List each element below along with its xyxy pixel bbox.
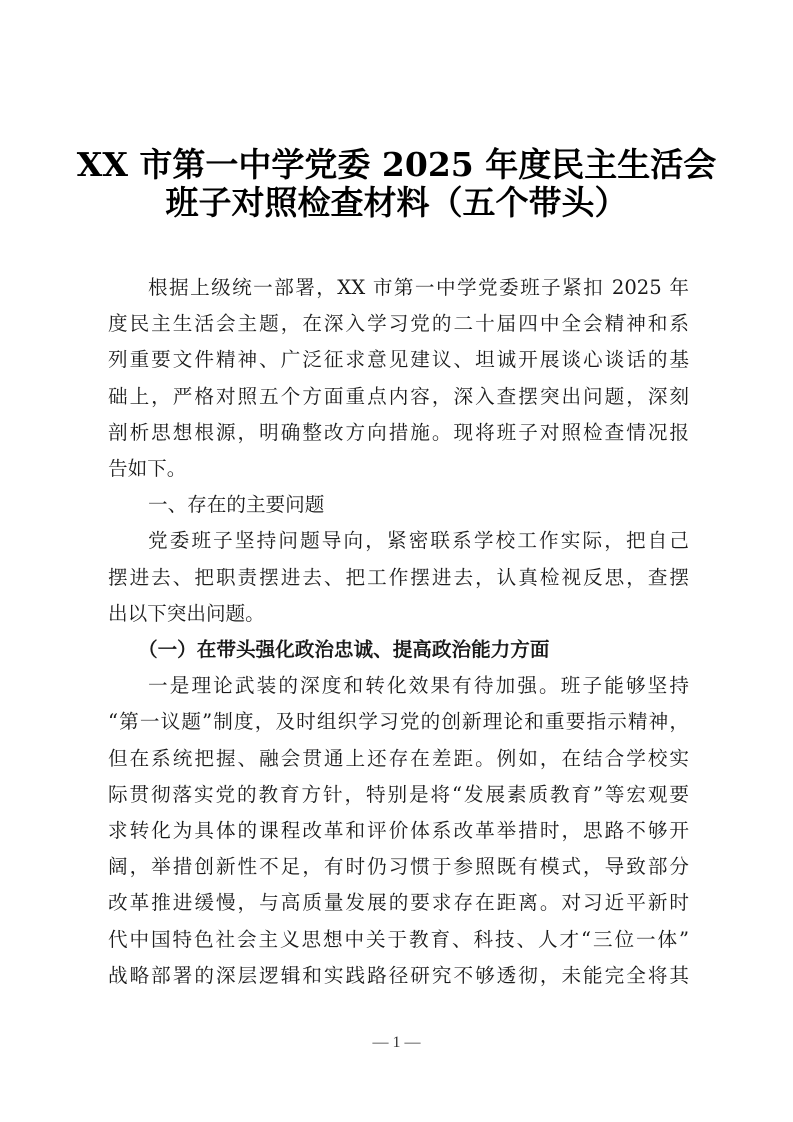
section-heading-1 bbox=[108, 487, 689, 523]
document-body bbox=[108, 270, 689, 994]
text-line: 一是理论武装的深度和转化效果有待加强。班子能够坚持 bbox=[148, 674, 689, 698]
text-line: 告如下。 bbox=[108, 457, 187, 481]
section-heading-2 bbox=[108, 632, 689, 668]
text-line: 求转化为具体的课程改革和评价体系改革举措时，思路不够开 bbox=[108, 819, 689, 843]
paragraph-theory bbox=[108, 668, 689, 994]
page-number: — 1 — bbox=[372, 1034, 421, 1051]
heading-text: （一）在带头强化政治忠诚、提高政治能力方面 bbox=[138, 638, 550, 662]
title-line-1: XX 市第一中学党委 2025 年度民主生活会 bbox=[76, 145, 717, 184]
document-title bbox=[60, 146, 733, 222]
text-line: 剖析思想根源，明确整改方向措施。现将班子对照检查情况报 bbox=[108, 420, 689, 444]
paragraph-problems-intro bbox=[108, 523, 689, 632]
text-line: 党委班子坚持问题导向，紧密联系学校工作实际，把自己 bbox=[148, 529, 689, 553]
text-line: 际贯彻落实党的教育方针，特别是将“发展素质教育”等宏观要 bbox=[108, 782, 689, 806]
text-line: 摆进去、把职责摆进去、把工作摆进去，认真检视反思，查摆 bbox=[108, 565, 689, 589]
text-line: 代中国特色社会主义思想中关于教育、科技、人才“三位一体” bbox=[108, 927, 689, 951]
text-line: 战略部署的深层逻辑和实践路径研究不够透彻，未能完全将其 bbox=[108, 963, 689, 987]
title-line-2: 班子对照检查材料（五个带头） bbox=[165, 183, 628, 222]
text-line: 列重要文件精神、广泛征求意见建议、坦诚开展谈心谈话的基 bbox=[108, 348, 689, 372]
text-line: 出以下突出问题。 bbox=[108, 601, 265, 625]
text-line: 但在系统把握、融会贯通上还存在差距。例如，在结合学校实 bbox=[108, 746, 689, 770]
paragraph-intro bbox=[108, 270, 689, 487]
text-line: “第一议题”制度，及时组织学习党的创新理论和重要指示精神， bbox=[108, 710, 689, 734]
text-line: 改革推进缓慢，与高质量发展的要求存在距离。对习近平新时 bbox=[108, 891, 689, 915]
text-line: 度民主生活会主题，在深入学习党的二十届四中全会精神和系 bbox=[108, 312, 689, 336]
text-line: 础上，严格对照五个方面重点内容，深入查摆突出问题，深刻 bbox=[108, 384, 689, 408]
text-line: 根据上级统一部署，XX 市第一中学党委班子紧扣 2025 年 bbox=[148, 276, 689, 299]
text-line: 阔，举措创新性不足，有时仍习惯于参照既有模式，导致部分 bbox=[108, 855, 689, 879]
heading-text: 一、存在的主要问题 bbox=[148, 493, 325, 517]
